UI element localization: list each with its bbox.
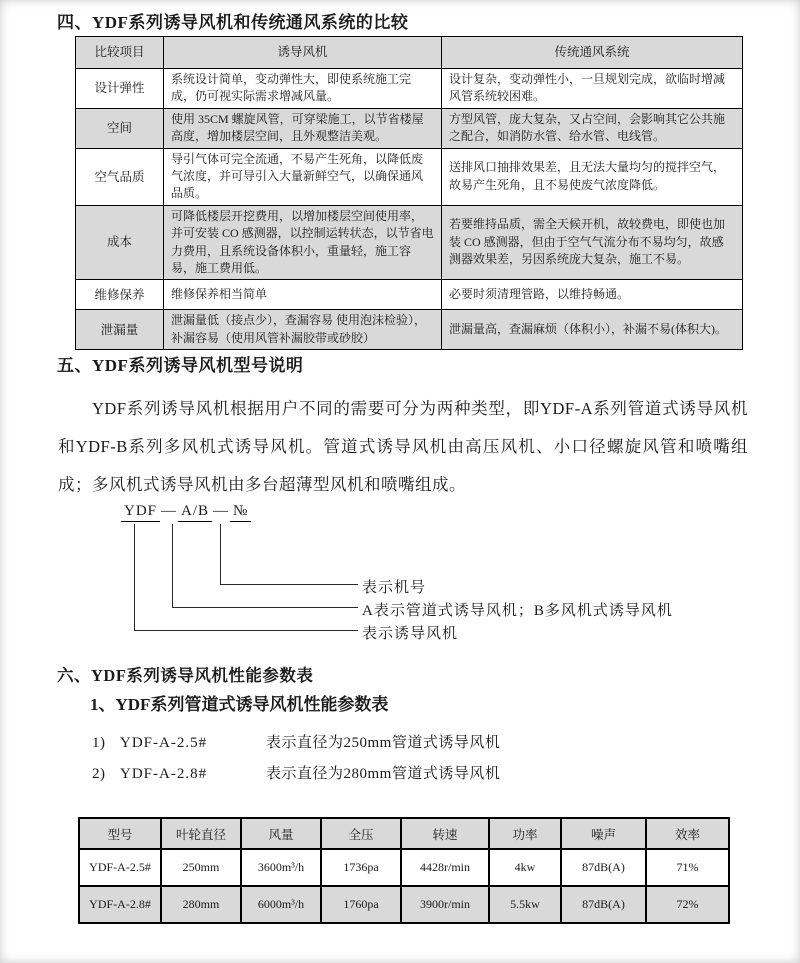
header-noise: 噪声	[561, 818, 646, 849]
cell-induced: 使用 35CM 螺旋风管，可穿梁施工，以节省楼屋高度，增加楼层空间，且外观整洁美观。	[164, 108, 442, 148]
cell-speed: 4428r/min	[401, 849, 489, 886]
cell-power: 4kw	[489, 849, 561, 886]
comparison-table-header-row	[76, 37, 743, 69]
model-note	[92, 762, 500, 783]
cell-induced: 导引气体可完全流通，不易产生死角，以降低废气浓度，并可导引入大量新鲜空气，以确保通风品质。	[164, 148, 442, 205]
table-row	[79, 849, 729, 886]
header-speed: 转速	[401, 818, 489, 849]
model-code-series: YDF	[121, 503, 160, 522]
table-row	[79, 886, 729, 923]
note-number: 1)	[92, 735, 106, 751]
cell-pressure: 1736pa	[321, 849, 401, 886]
performance-table-header-row	[79, 818, 729, 849]
diagram-label-series: 表示诱导风机	[362, 626, 459, 642]
performance-table	[78, 817, 730, 924]
cell-efficiency: 72%	[646, 886, 729, 923]
model-code-number: №	[230, 503, 251, 522]
cell-induced: 系统设计简单，变动弹性大，即使系统施工完成，仍可视实际需求增减风量。	[164, 69, 442, 109]
table-row	[76, 69, 743, 109]
note-description: 表示直径为280mm管道式诱导风机	[266, 766, 501, 782]
model-code-dash: —	[213, 503, 230, 519]
cell-traditional: 方型风管，庞大复杂，又占空间，会影响其它公共施之配合，如消防水管、给水管、电线管。	[442, 108, 743, 148]
table-row	[76, 310, 743, 350]
row-label: 空气品质	[76, 148, 164, 205]
section5-title: 五、YDF系列诱导风机型号说明	[57, 356, 304, 375]
cell-flow: 3600m³/h	[241, 849, 321, 886]
model-code	[121, 503, 251, 520]
cell-induced: 可降低楼层开挖费用，以增加楼层空间使用率，并可安装 CO 感测器，以控制运转状态，以节省电力费用，且系统设备体积小，重量轻，施工容易，施工费用低。	[164, 205, 442, 280]
header-efficiency: 效率	[646, 818, 729, 849]
table-row	[76, 280, 743, 310]
header-traditional-system: 传统通风系统	[442, 37, 743, 69]
note-number: 2)	[92, 766, 106, 782]
model-code-type: A/B	[178, 503, 212, 522]
diagram-label-type: A表示管道式诱导风机；B多风机式诱导风机	[362, 603, 673, 619]
cell-noise: 87dB(A)	[561, 849, 646, 886]
table-row	[76, 148, 743, 205]
cell-power: 5.5kw	[489, 886, 561, 923]
cell-traditional: 设计复杂，变动弹性小，一旦规划完成，欲临时增减风管系统较困难。	[442, 69, 743, 109]
cell-traditional: 泄漏量高，查漏麻烦（体积小），补漏不易(体积大)。	[442, 310, 743, 350]
section6-subtitle: 1、YDF系列管道式诱导风机性能参数表	[90, 695, 389, 714]
note-description: 表示直径为250mm管道式诱导风机	[266, 735, 501, 751]
header-impeller-diameter: 叶轮直径	[161, 818, 241, 849]
header-air-volume: 风量	[241, 818, 321, 849]
cell-induced: 泄漏量低（接点少），查漏容易 使用泡沫检验），补漏容易（使用风管补漏胶带或砂胶）	[164, 310, 442, 350]
row-label: 成本	[76, 205, 164, 280]
cell-traditional: 必要时须清理管路，以维持畅通。	[442, 280, 743, 310]
cell-noise: 87dB(A)	[561, 886, 646, 923]
section6-title: 六、YDF系列诱导风机性能参数表	[57, 666, 314, 685]
diagram-line-vertical-type	[172, 524, 173, 608]
diagram-line-horizontal-type	[172, 607, 358, 608]
header-induced-fan: 诱导风机	[164, 37, 442, 69]
cell-diameter: 250mm	[161, 849, 241, 886]
note-model-code: YDF-A-2.8#	[120, 766, 208, 782]
cell-diameter: 280mm	[161, 886, 241, 923]
row-label: 设计弹性	[76, 69, 164, 109]
diagram-label-number: 表示机号	[362, 580, 427, 596]
cell-traditional: 若要维持品质，需全天候开机，故较费电，即使也加装 CO 感测器，但由于空气气流分布不易均匀，故感测器效果差，另因系统庞大复杂，施工不易。	[442, 205, 743, 280]
cell-traditional: 送排风口抽排效果差，且无法大量均匀的搅拌空气，故易产生死角，且不易使废气浓度降低。	[442, 148, 743, 205]
row-label: 维修保养	[76, 280, 164, 310]
section4-title: 四、YDF系列诱导风机和传统通风系统的比较	[57, 13, 409, 32]
cell-speed: 3900r/min	[401, 886, 489, 923]
header-compare-item: 比较项目	[76, 37, 164, 69]
cell-efficiency: 71%	[646, 849, 729, 886]
row-label: 泄漏量	[76, 310, 164, 350]
cell-model: YDF-A-2.8#	[79, 886, 161, 923]
header-model: 型号	[79, 818, 161, 849]
model-code-dash: —	[161, 503, 178, 519]
diagram-line-horizontal-series	[134, 630, 358, 631]
cell-flow: 6000m³/h	[241, 886, 321, 923]
note-model-code: YDF-A-2.5#	[120, 735, 208, 751]
section5-paragraph: YDF系列诱导风机根据用户不同的需要可分为两种类型，即YDF-A系列管道式诱导风机和YDF-B系列多风机式诱导风机。管道式诱导风机由高压风机、小口径螺旋风管和喷嘴组成；多风机式诱导风机由多台超薄型风机和喷嘴组成。	[58, 399, 748, 494]
table-row	[76, 205, 743, 280]
cell-model: YDF-A-2.5#	[79, 849, 161, 886]
cell-induced: 维修保养相当简单	[164, 280, 442, 310]
diagram-line-vertical-number	[220, 524, 221, 585]
comparison-table	[75, 36, 743, 350]
model-note	[92, 731, 500, 752]
row-label: 空间	[76, 108, 164, 148]
cell-pressure: 1760pa	[321, 886, 401, 923]
diagram-line-vertical-series	[134, 524, 135, 631]
header-total-pressure: 全压	[321, 818, 401, 849]
header-power: 功率	[489, 818, 561, 849]
table-row	[76, 108, 743, 148]
diagram-line-horizontal-number	[220, 584, 358, 585]
